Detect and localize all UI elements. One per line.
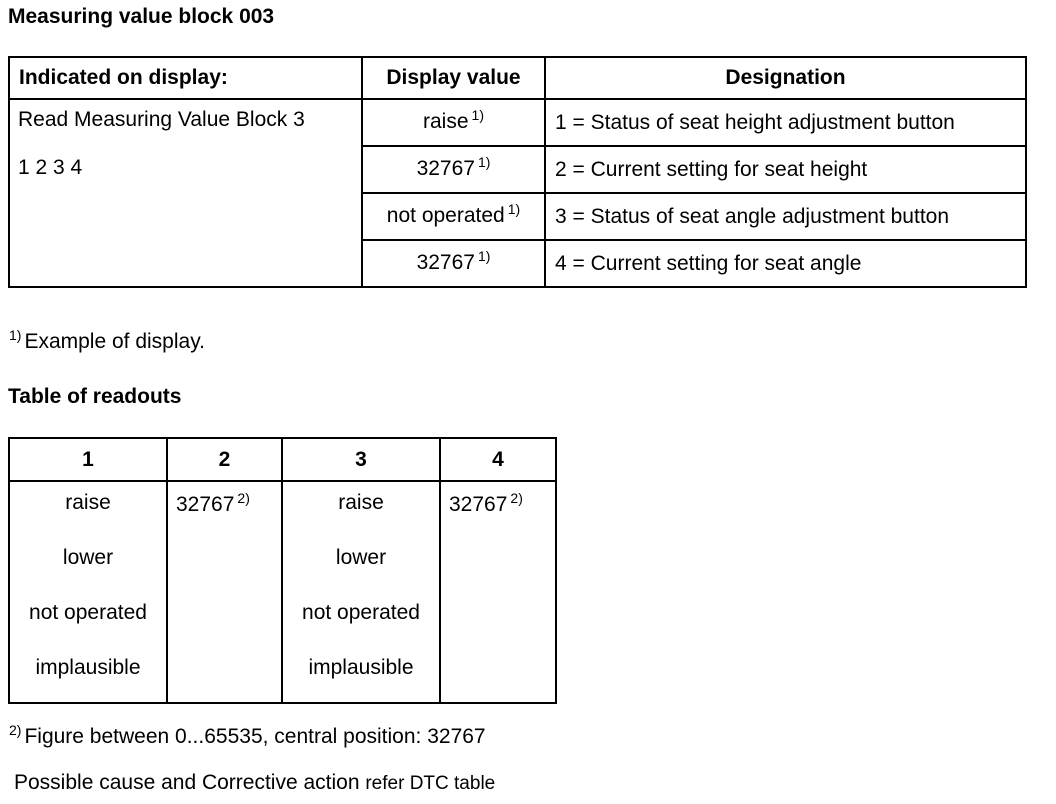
footnote-1 <box>9 327 205 355</box>
block-title: Measuring value block 003 <box>8 5 275 28</box>
table-header-row <box>9 57 1026 99</box>
footnote-mark: 1) <box>477 154 491 170</box>
list-item: lower <box>335 546 387 569</box>
indicated-line-2: 1 2 3 4 <box>18 156 83 179</box>
footnote-mark: 1) <box>477 248 491 264</box>
footnote-mark: 1) <box>507 201 521 217</box>
list-item: implausible <box>35 656 141 679</box>
readout-col-1 <box>9 481 167 703</box>
cause-line <box>14 771 495 796</box>
footnote-1-mark: 1) <box>9 327 22 343</box>
footnote-mark: 2) <box>510 490 523 506</box>
cause-line-suffix: refer DTC table <box>365 773 496 794</box>
list-item: lower <box>62 546 114 569</box>
header-designation: Designation <box>545 57 1026 99</box>
designation-cell: 4 = Current setting for seat angle <box>545 240 1026 287</box>
display-value-cell <box>362 99 545 146</box>
display-value-cell <box>362 240 545 287</box>
list-item: implausible <box>308 656 414 679</box>
readout-value-number: 32767 <box>176 493 235 516</box>
readout-value-number: 32767 <box>449 493 508 516</box>
footnote-1-text: Example of display. <box>24 330 205 353</box>
cause-line-text: Possible cause and Corrective action <box>14 771 360 794</box>
readout-col-3 <box>282 481 440 703</box>
display-value-cell <box>362 146 545 193</box>
designation-cell: 2 = Current setting for seat height <box>545 146 1026 193</box>
display-value: 32767 <box>416 157 475 180</box>
footnote-2-mark: 2) <box>9 722 22 738</box>
designation-cell: 3 = Status of seat angle adjustment button <box>545 193 1026 240</box>
readout-value <box>441 482 555 518</box>
footnote-mark: 1) <box>471 107 484 123</box>
header-col-1: 1 <box>9 438 167 481</box>
readout-col-4 <box>440 481 556 703</box>
list-item: raise <box>65 491 111 514</box>
table-row <box>9 481 556 703</box>
header-col-4: 4 <box>440 438 556 481</box>
display-value: raise <box>423 110 469 133</box>
list-item: not operated <box>302 601 420 624</box>
header-display-value: Display value <box>362 57 545 99</box>
display-value: 32767 <box>416 251 475 274</box>
designation-cell: 1 = Status of seat height adjustment button <box>545 99 1026 146</box>
indicated-cell <box>9 99 362 287</box>
footnote-2 <box>9 722 486 750</box>
list-item: raise <box>338 491 384 514</box>
display-value: not operated <box>386 204 505 227</box>
table-header-row <box>9 438 556 481</box>
readout-col-2 <box>167 481 282 703</box>
indicated-line-1: Read Measuring Value Block 3 <box>18 108 305 131</box>
readout-value <box>168 482 281 518</box>
footnote-2-text: Figure between 0...65535, central position: 32767 <box>24 725 486 748</box>
readouts-title: Table of readouts <box>8 385 182 408</box>
header-indicated: Indicated on display: <box>9 57 362 99</box>
table-row <box>9 99 1026 146</box>
header-col-3: 3 <box>282 438 440 481</box>
header-col-2: 2 <box>167 438 282 481</box>
list-item: not operated <box>29 601 147 624</box>
readouts-table <box>8 437 557 704</box>
footnote-mark: 2) <box>237 490 250 506</box>
measuring-value-table <box>8 56 1027 288</box>
display-value-cell <box>362 193 545 240</box>
